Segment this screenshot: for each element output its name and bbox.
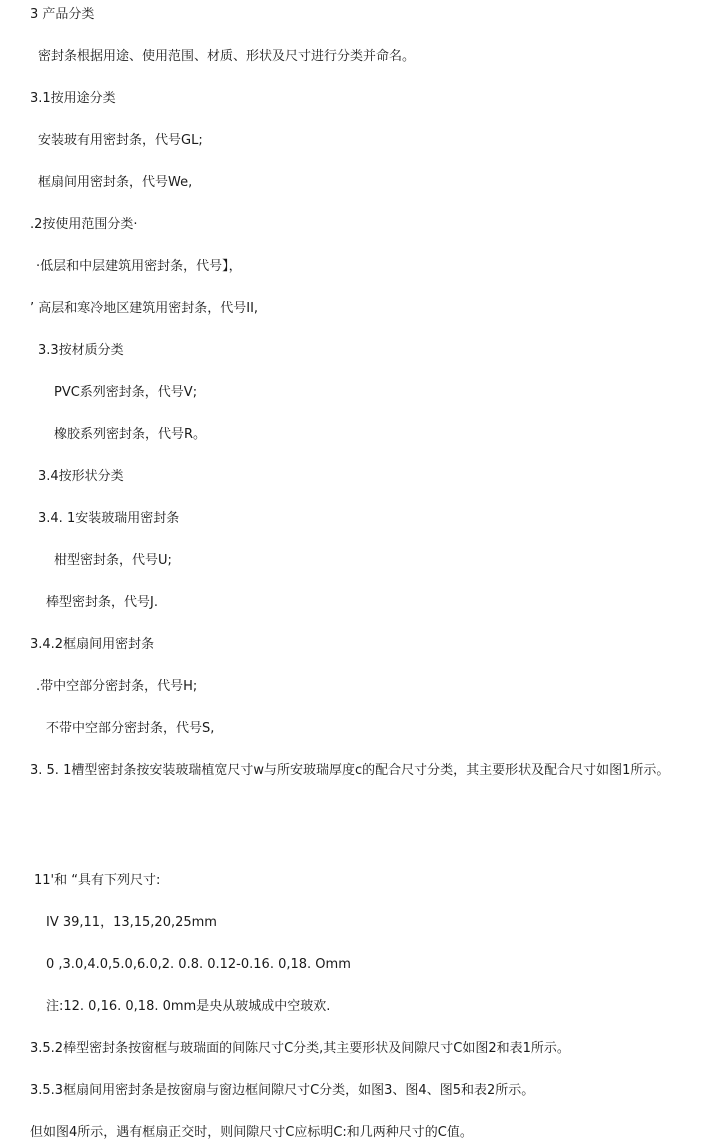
paragraph-line: 橡胶系列密封条，代号R。 (54, 427, 207, 442)
note-line: 注:12. 0,16. 0,18. 0mm是央从玻城成中空玻欢. (46, 999, 331, 1014)
paragraph-line: 11'和 “具有下列尺寸: (34, 873, 161, 888)
paragraph-line: 0 ,3.0,4.0,5.0,6.0,2. 0.8. 0.12-0.16. 0,18. Omm (46, 957, 351, 972)
paragraph-line: 3.5.2棒型密封条按窗框与玻瑞面的间陈尺寸C分类,其主要形状及间隙尺寸C如图2和表1所示。 (30, 1041, 570, 1056)
paragraph-line: ·低层和中层建筑用密封条，代号】， (36, 259, 242, 274)
paragraph-line: 3.5.3框扇间用密封条是按窗扇与窗边框间隙尺寸C分类，如图3、图4、图5和表2所示。 (30, 1083, 535, 1098)
paragraph-line: 3. 5. 1槽型密封条按安装玻瑞植宽尺寸w与所安玻瑞厚度c的配合尺寸分类，其主要形状及配合尺寸如图1所示。 (30, 763, 670, 778)
subsection-heading: 3.4按形状分类 (38, 469, 124, 484)
paragraph-line: 框扇间用密封条，代号We, (38, 175, 193, 190)
subsection-heading: 3.4.2框扇间用密封条 (30, 637, 155, 652)
paragraph-line: .带中空部分密封条，代号H; (36, 679, 198, 694)
subsection-heading: 3.4. 1安装玻瑞用密封条 (38, 511, 180, 526)
paragraph-line: 不带中空部分密封条，代号S, (46, 721, 215, 736)
paragraph-line: IV 39,11，13,15,20,25mm (46, 915, 217, 930)
paragraph-line: PVC系列密封条，代号V; (54, 385, 198, 400)
paragraph-line: 密封条根据用途、使用范围、材质、形状及尺寸进行分类并命名。 (38, 49, 416, 64)
paragraph-line: 柑型密封条，代号U; (54, 553, 172, 568)
paragraph-line: 棒型密封条，代号J. (46, 595, 158, 610)
paragraph-line: ’ 高层和寒冷地区建筑用密封条，代号II, (30, 301, 259, 316)
section-heading: 3 产品分类 (30, 7, 95, 22)
subsection-heading: .2按使用范围分类· (30, 217, 138, 232)
subsection-heading: 3.3按材质分类 (38, 343, 124, 358)
paragraph-line: 但如图4所示，遇有框扇正交时，则间隙尺寸C应标明C:和几两种尺寸的C值。 (30, 1125, 473, 1140)
paragraph-line: 安装玻有用密封条，代号GL; (38, 133, 203, 148)
subsection-heading: 3.1按用途分类 (30, 91, 116, 106)
